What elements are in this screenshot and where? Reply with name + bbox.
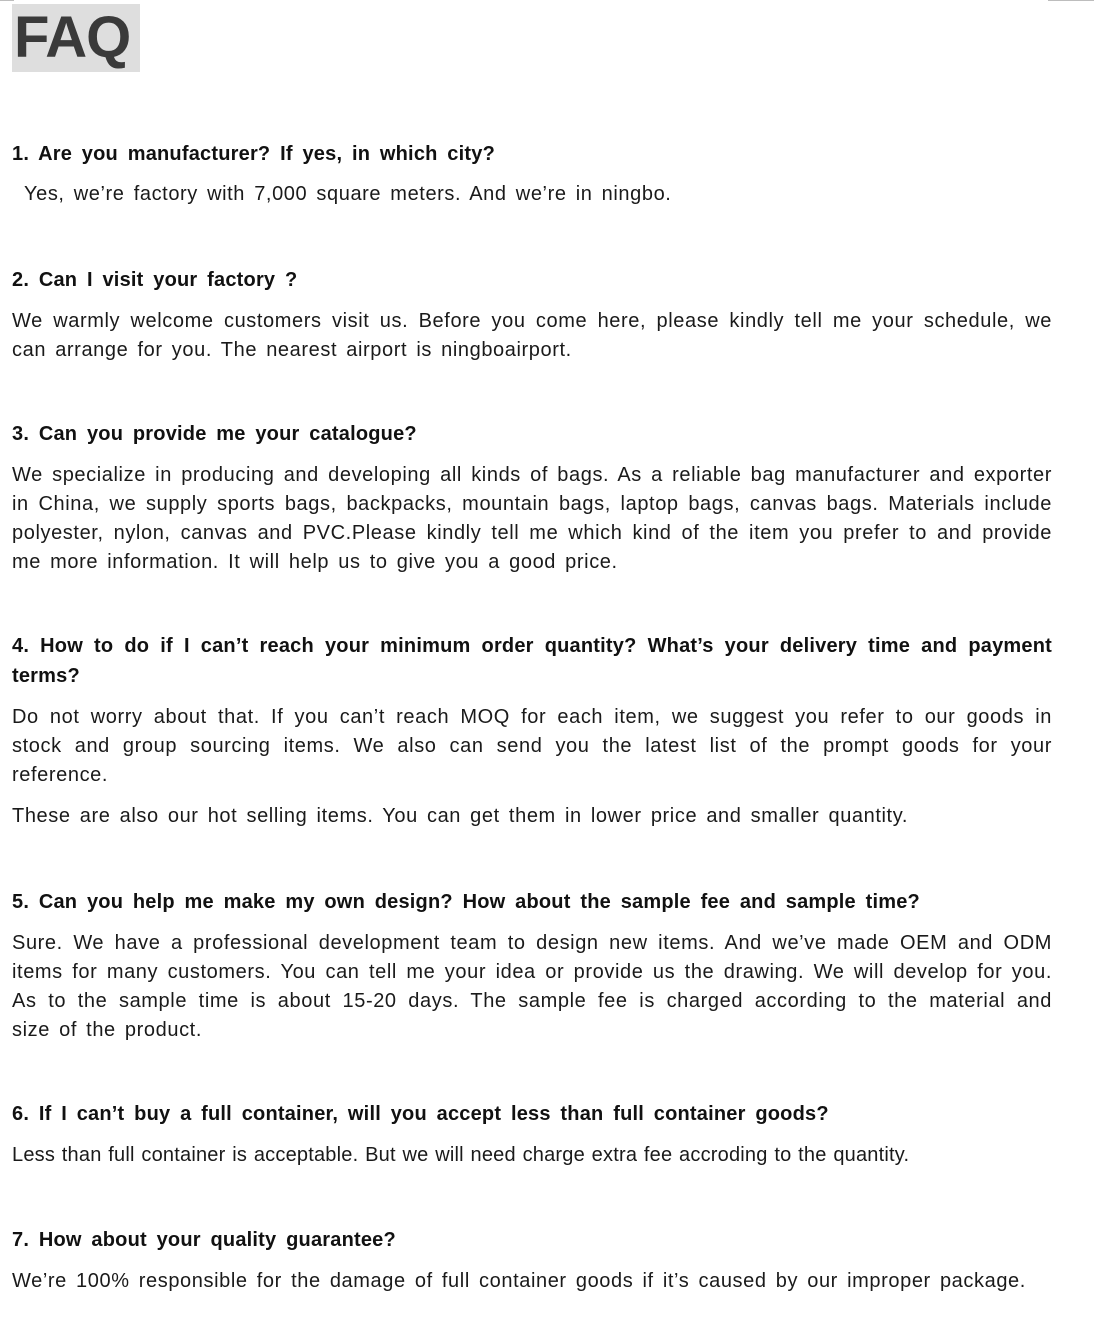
faq-item-5	[12, 887, 1052, 1045]
faq-answer: These are also our hot selling items. You can get them in lower price and smaller quantity.	[12, 805, 908, 827]
corner-line-right	[1048, 0, 1094, 1]
page-title: FAQ	[12, 4, 140, 72]
faq-answer: We’re 100% responsible for the damage of full container goods if it’s caused by our improper package.	[12, 1270, 1026, 1292]
faq-answer: We specialize in producing and developing all kinds of bags. As a reliable bag manufacturer and exporter in China, we supply sports bags, backpacks, mountain bags, laptop bags, canvas bags. Materials include polyester, nylon, canvas and PVC.Please kindly tell me which kind of the item you prefer to and provide me more information. It will help us to give you a good price.	[12, 464, 1052, 573]
faq-item-7	[12, 1225, 1052, 1296]
faq-question: 4. How to do if I can’t reach your minimum order quantity? What’s your delivery time and payment terms?	[12, 635, 1052, 687]
faq-answer: We warmly welcome customers visit us. Before you come here, please kindly tell me your schedule, we can arrange for you. The nearest airport is ningboairport.	[12, 310, 1052, 361]
faq-question: 5. Can you help me make my own design? How about the sample fee and sample time?	[12, 891, 920, 913]
faq-answer: Sure. We have a professional development team to design new items. And we’ve made OEM and ODM items for many customers. You can tell me your idea or provide us the drawing. We will develop for you. As to the sample time is about 15-20 days. The sample fee is charged according to the material and size of the product.	[12, 932, 1052, 1041]
faq-question: 1. Are you manufacturer? If yes, in which city?	[12, 143, 495, 165]
faq-answer: Do not worry about that. If you can’t reach MOQ for each item, we suggest you refer to our goods in stock and group sourcing items. We also can send you the latest list of the prompt goods for your reference.	[12, 706, 1052, 786]
faq-item-1	[12, 139, 1052, 209]
faq-item-4	[12, 631, 1052, 831]
corner-line-left	[0, 0, 14, 1]
faq-item-2	[12, 265, 1052, 365]
faq-question: 3. Can you provide me your catalogue?	[12, 423, 417, 445]
faq-question: 7. How about your quality guarantee?	[12, 1229, 396, 1251]
faq-answer: Less than full container is acceptable. But we will need charge extra fee accroding to the quantity.	[12, 1144, 910, 1166]
faq-question: 6. If I can’t buy a full container, will you accept less than full container goods?	[12, 1103, 829, 1125]
faq-answer: Yes, we’re factory with 7,000 square meters. And we’re in ningbo.	[24, 183, 672, 205]
faq-question: 2. Can I visit your factory ?	[12, 269, 298, 291]
faq-item-6	[12, 1099, 1052, 1170]
faq-item-3	[12, 419, 1052, 577]
